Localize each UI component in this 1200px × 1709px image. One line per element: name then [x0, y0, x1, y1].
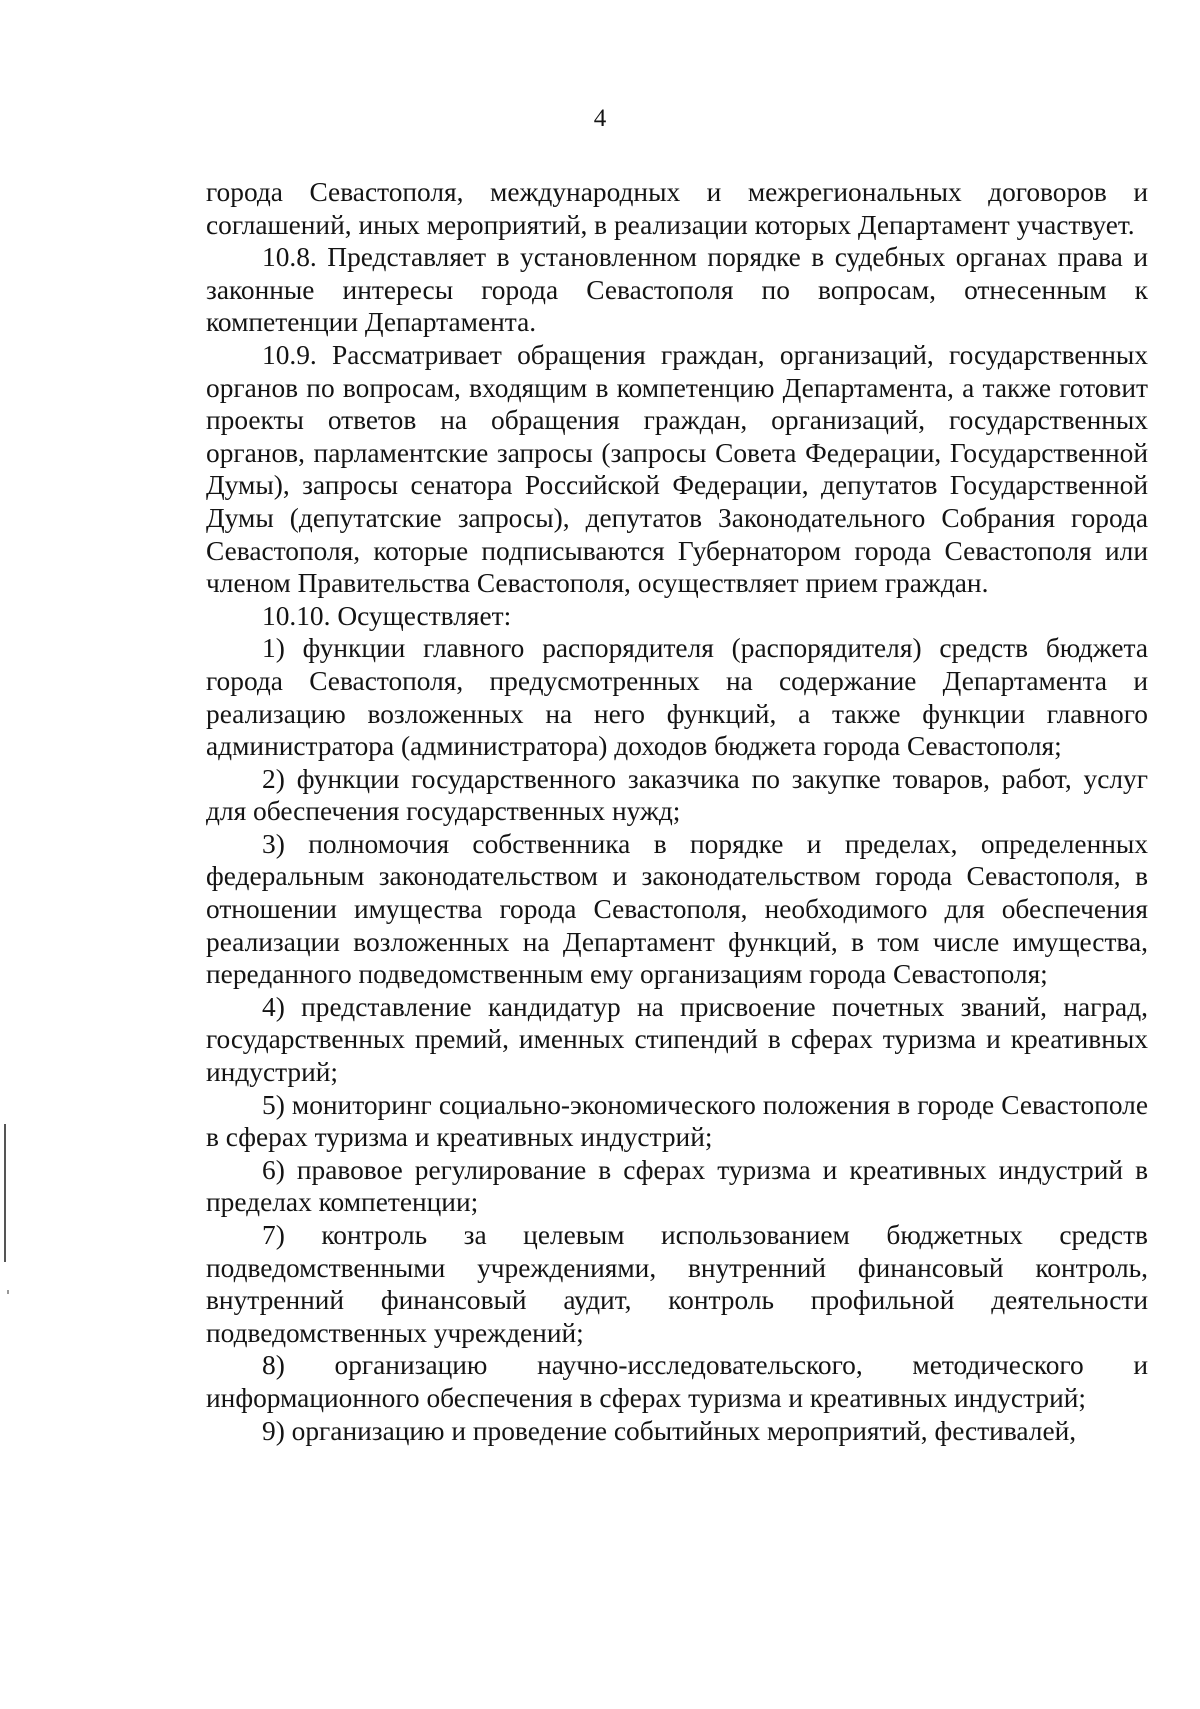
- scan-margin-dot: [7, 1290, 9, 1294]
- list-item-5: 5) мониторинг социально-экономического положения в городе Севастополе в сферах туризма и креативных индустрий;: [206, 1089, 1148, 1153]
- list-item-2: 2) функции государственного заказчика по закупке товаров, работ, услуг для обеспечения государственных нужд;: [206, 763, 1148, 827]
- scan-margin-line: [4, 1124, 6, 1262]
- list-item-6: 6) правовое регулирование в сферах туризма и креативных индустрий в пределах компетенции;: [206, 1154, 1148, 1218]
- list-item-3: 3) полномочия собственника в порядке и пределах, определенных федеральным законодательством и законодательством города Севастополя, в отношении имущества города Севастополя, необходимого для обеспечения реализации возложенных на Департамент функций, в том числе имущества, переданного подведомственным ему организациям города Севастополя;: [206, 828, 1148, 990]
- list-item-1: 1) функции главного распорядителя (распорядителя) средств бюджета города Севастополя, предусмотренных на содержание Департамента и реализацию возложенных на него функций, а также функции главного администратора (администратора) доходов бюджета города Севастополя;: [206, 633, 1148, 762]
- paragraph-10-10: 10.10. Осуществляет:: [262, 600, 512, 631]
- list-item-9: 9) организацию и проведение событийных мероприятий, фестивалей,: [262, 1415, 1077, 1446]
- paragraph-10-8: 10.8. Представляет в установленном порядке в судебных органах права и законные интересы города Севастополя по вопросам, отнесенным к компетенции Департамента.: [206, 242, 1148, 338]
- list-item-8: 8) организацию научно-исследовательского, методического и информационного обеспечения в сферах туризма и креативных индустрий;: [206, 1350, 1148, 1413]
- paragraph-10-9: 10.9. Рассматривает обращения граждан, организаций, государственных органов по вопросам, входящим в компетенцию Департамента, а также готовит проекты ответов на обращения граждан, организаций, государственных органов, парламентские запросы (запросы Совета Федерации, Государственной Думы), запросы сенатора Российской Федерации, депутатов Государственной Думы (депутатские запросы), депутатов Законодательного Собрания города Севастополя, которые подписываются Губернатором города Севастополя или членом Правительства Севастополя, осуществляет прием граждан.: [206, 339, 1148, 599]
- document-body: [206, 176, 1148, 1447]
- paragraph-continuation: города Севастополя, международных и межрегиональных договоров и соглашений, иных мероприятий, в реализации которых Департамент участвует.: [206, 177, 1148, 240]
- page-number: 4: [593, 105, 607, 132]
- list-item-7: 7) контроль за целевым использованием бюджетных средств подведомственными учреждениями, внутренний финансовый контроль, внутренний финансовый аудит, контроль профильной деятельности подведомственных учреждений;: [206, 1220, 1148, 1348]
- list-item-4: 4) представление кандидатур на присвоение почетных званий, наград, государственных премий, именных стипендий в сферах туризма и креативных индустрий;: [206, 991, 1148, 1088]
